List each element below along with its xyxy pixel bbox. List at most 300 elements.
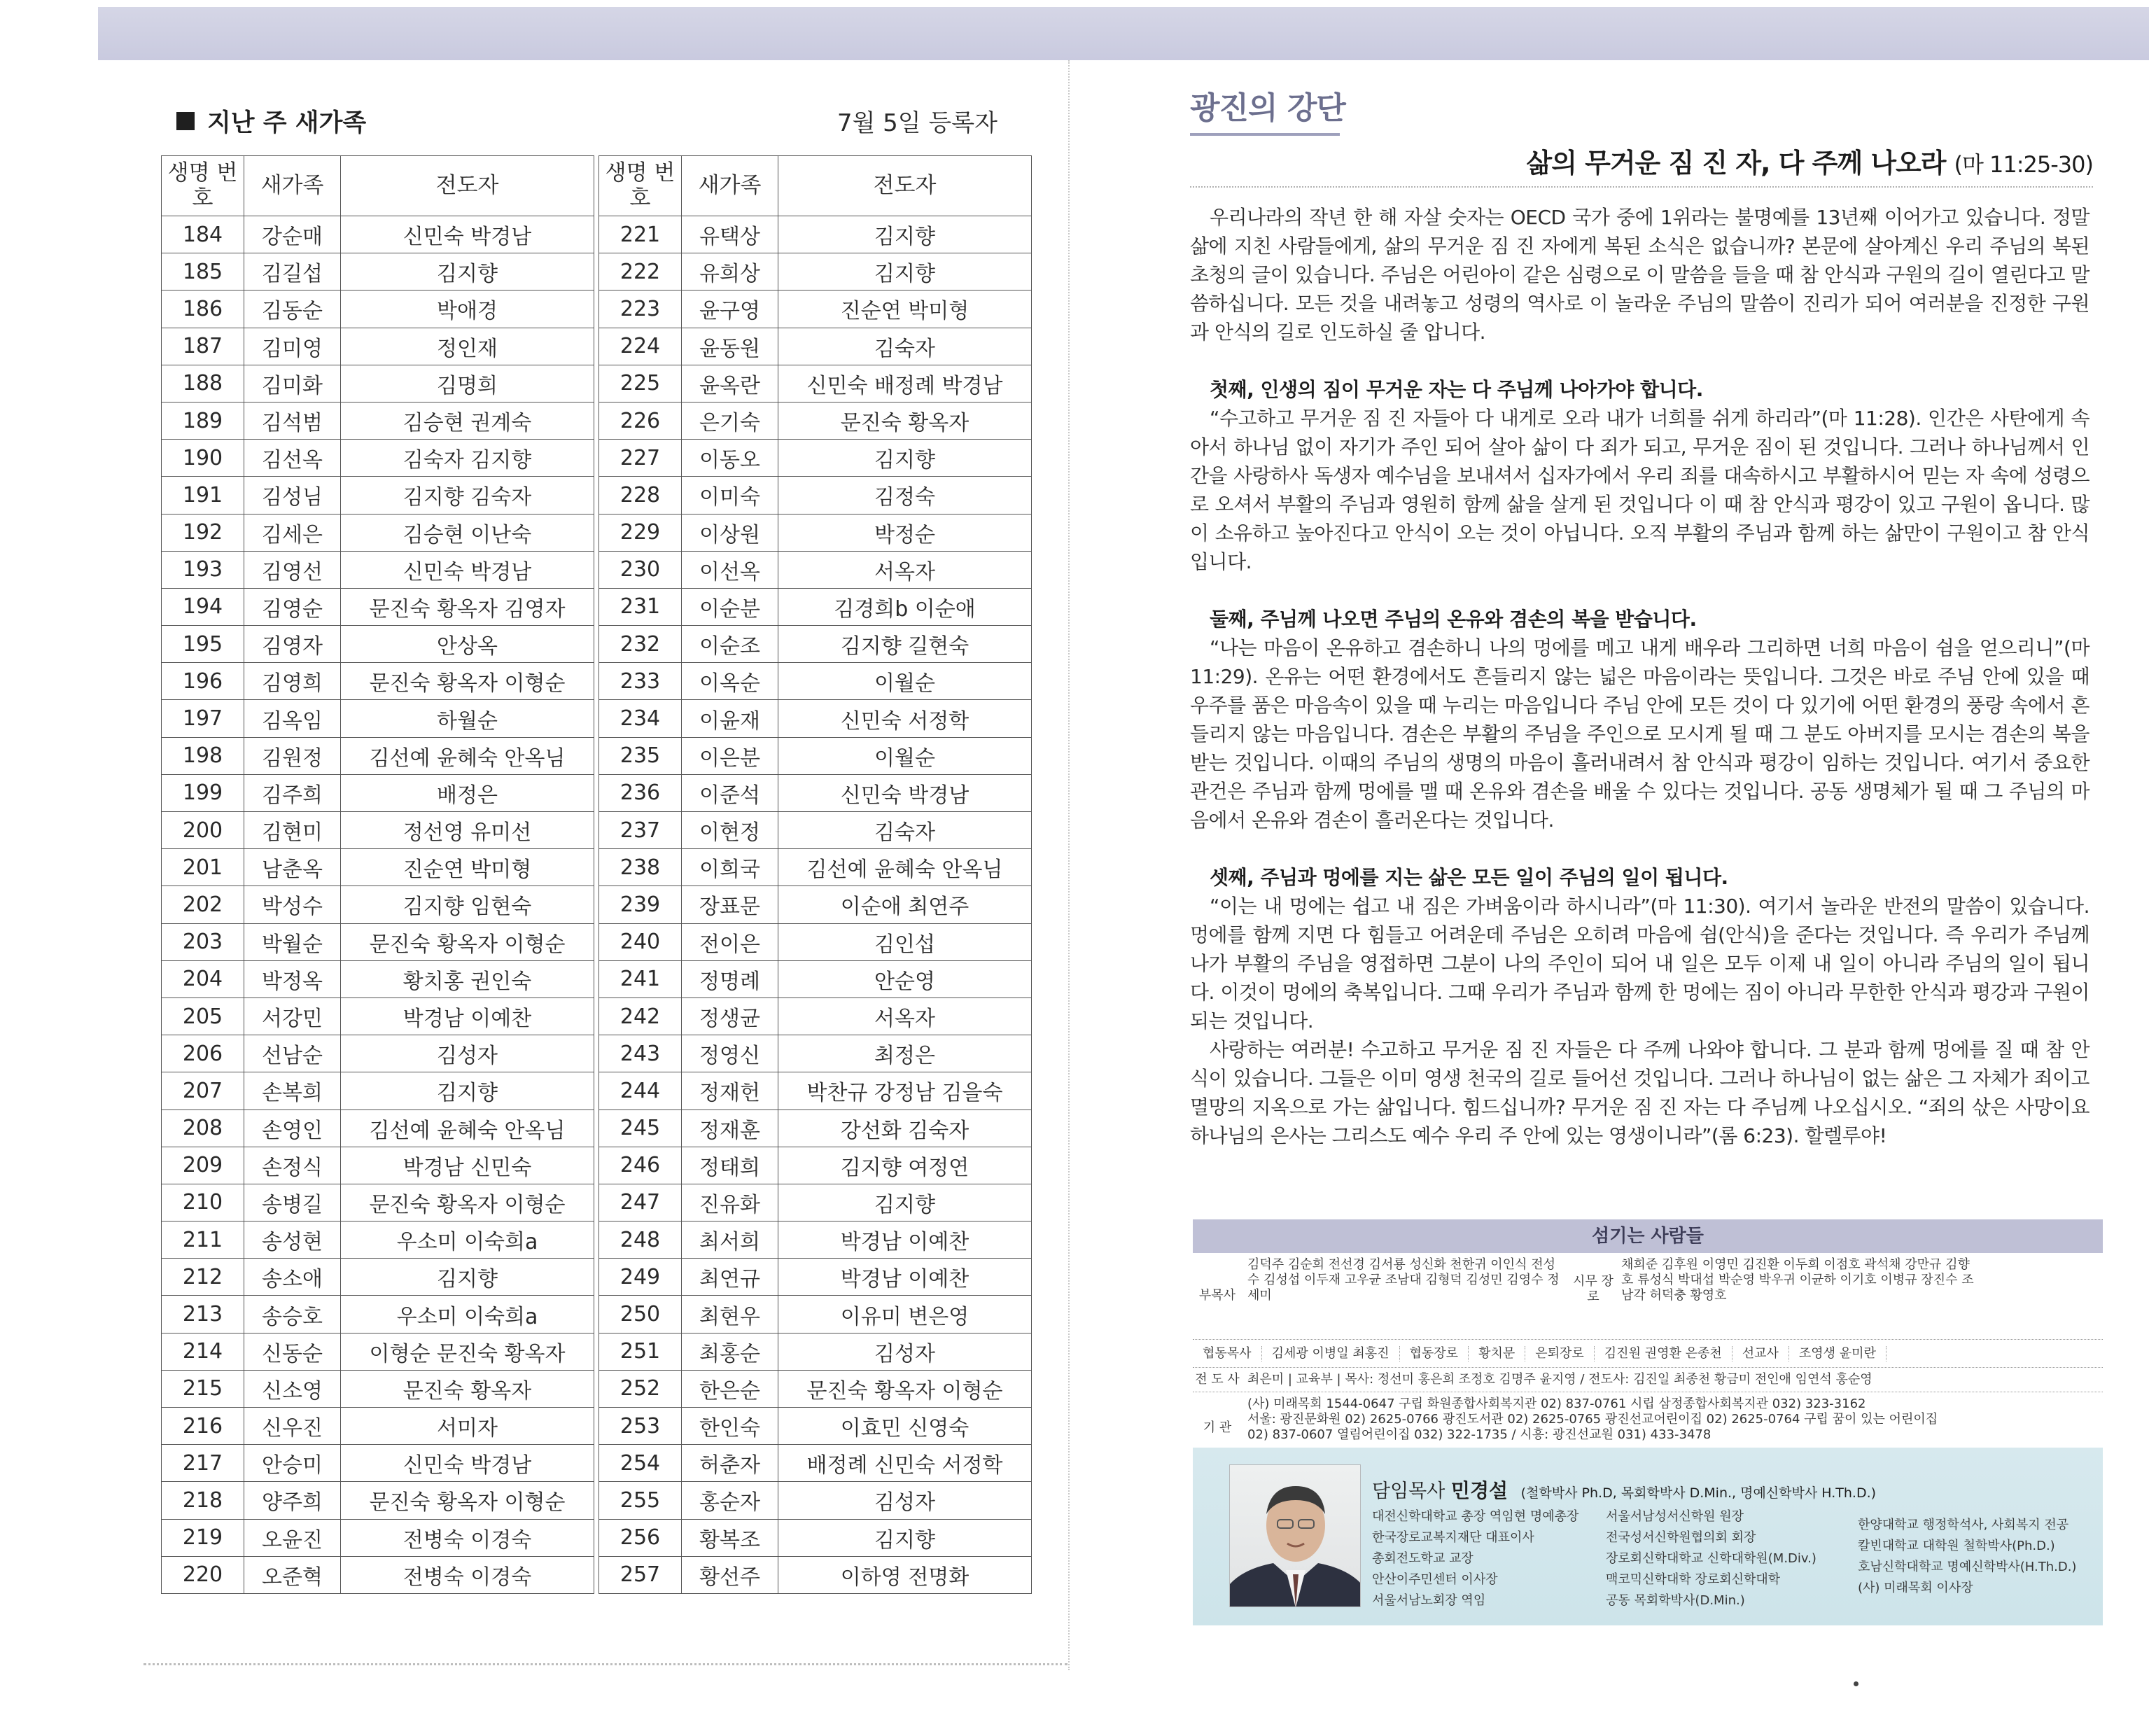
table-row (599, 1035, 1032, 1072)
table-row (162, 849, 594, 886)
cell-evangelist: 황치홍 권인숙 (341, 960, 594, 997)
top-banner (98, 7, 2149, 60)
cell-new-family: 김동순 (244, 290, 341, 328)
table-row (599, 1072, 1032, 1110)
point-three-text: “이는 내 멍에는 쉽고 내 짐은 가벼움이라 하시니라”(마 11:30). 여기서 놀라운 반전의 말씀이 있습니다. 멍에를 함께 지면 다 힘들고 어려운데 주님은 오히려 마음에 쉼(안식)을 준다는 것입니다. 즉 우리가 주님께 나가 부활의 주님을 영접하면 그분이 나의 주인이 되어 내 일은 모두 이제 내 일이 아니라 주님의 일이 됩니다. 이것이 멍에의 축복입니다. 그때 우리가 주님과 함께 한 멍에는 짐이 아니라 무한한 안식과 평강과 구원이 되는 것입니다. (1190, 895, 2090, 1032)
cell-num: 251 (599, 1333, 682, 1370)
pastor-portrait-icon (1230, 1465, 1361, 1607)
cell-new-family: 김선옥 (244, 440, 341, 477)
cell-num: 232 (599, 626, 682, 663)
cell-evangelist: 이순애 최연주 (778, 886, 1032, 923)
cell-num: 254 (599, 1445, 682, 1482)
table-row (599, 1296, 1032, 1333)
table-row (599, 886, 1032, 923)
cell-evangelist: 박정순 (778, 514, 1032, 551)
cell-evangelist: 김지향 김숙자 (341, 477, 594, 514)
role-names: 김세광 이병일 최홍진 (1262, 1346, 1400, 1362)
table-row (162, 1222, 594, 1259)
cell-evangelist: 전병숙 이경숙 (341, 1556, 594, 1593)
cell-evangelist: 문진숙 황옥자 이형순 (341, 1184, 594, 1221)
career-line: 총회전도학교 교장 (1372, 1551, 1474, 1566)
staff-box (1193, 1219, 2103, 1465)
page-fold-divider (1068, 60, 1070, 1670)
pastor-name-line (1372, 1476, 1876, 1504)
cell-evangelist: 김명희 (341, 365, 594, 402)
cell-new-family: 이윤재 (682, 700, 778, 737)
cell-evangelist: 정인재 (341, 328, 594, 365)
cell-new-family: 신소영 (244, 1370, 341, 1407)
cell-num: 195 (162, 626, 244, 663)
cell-new-family: 이미숙 (682, 477, 778, 514)
cell-num: 197 (162, 700, 244, 737)
cell-num: 216 (162, 1408, 244, 1445)
cell-new-family: 손영인 (244, 1110, 341, 1147)
cell-num: 245 (599, 1110, 682, 1147)
table-row (162, 216, 594, 253)
cell-num: 250 (599, 1296, 682, 1333)
career-line: 서울서남성서신학원 원장 (1606, 1509, 1744, 1524)
cell-evangelist: 김지향 (341, 1072, 594, 1110)
cell-new-family: 한은순 (682, 1370, 778, 1407)
role-names: 황치문 (1469, 1346, 1525, 1362)
cell-evangelist: 문진숙 황옥자 이형순 (341, 923, 594, 960)
career-line: 안산이주민센터 이사장 (1372, 1572, 1498, 1587)
cell-new-family: 윤구영 (682, 290, 778, 328)
cell-new-family: 김성님 (244, 477, 341, 514)
cell-new-family: 신우진 (244, 1408, 341, 1445)
cell-num: 225 (599, 365, 682, 402)
table-row (599, 1333, 1032, 1370)
table-row (162, 997, 594, 1035)
cell-num: 203 (162, 923, 244, 960)
table-row (162, 328, 594, 365)
cell-new-family: 이준석 (682, 774, 778, 811)
table-row (599, 514, 1032, 551)
cell-evangelist: 박애경 (341, 290, 594, 328)
role-names: 조영생 윤미란 (1789, 1346, 1886, 1362)
point-one-text: “수고하고 무거운 짐 진 자들아 다 내게로 오라 내가 너희를 쉬게 하리라”(마 11:28). 인간은 사탄에게 속아서 하나님 없이 자기가 주인 되어 살아 삶이 다 죄가 되고, 무거운 짐이 된 것입니다. 그러나 하나님께서 인간을 사랑하사 독생자 예수님을 보내셔서 십자가에서 우리 죄를 대속하시고 부활하시어 믿는 자 속에 성령으로 오셔서 부활의 주님과 영원히 함께 삶을 살게 된 것입니다 이 때 참 안식과 평강이 있고 구원이 옵니다. 많이 소유하고 높아진다고 안식이 오는 것이 아닙니다. 오직 부활의 주님과 함께 하는 삶만이 구원이고 참 안식입니다. (1190, 407, 2090, 573)
cell-new-family: 최현우 (682, 1296, 778, 1333)
cell-evangelist: 서옥자 (778, 551, 1032, 588)
cell-evangelist: 김인섭 (778, 923, 1032, 960)
cell-new-family: 안승미 (244, 1445, 341, 1482)
cell-evangelist: 신민숙 배정례 박경남 (778, 365, 1032, 402)
point-two-text: “나는 마음이 온유하고 겸손하니 나의 멍에를 메고 내게 배우라 그리하면 너희 마음이 쉼을 얻으리니”(마 11:29). 온유는 어떤 환경에서도 흔들리지 않는 넓은 마음이라는 뜻입니다. 그것은 바로 주님 안에 있을 때 우주를 품은 마음속이 있을 때 누리는 마음입니다 주님 안에 모든 것이 다 있기에 어떤 환경의 풍랑 속에서 흔들리지 않는 마음입니다. 겸손은 부활의 주님을 주인으로 모시게 될 때 그 분도 아버지를 모시는 겸손의 복을 받는 것입니다. 이때의 주님의 생명의 마음이 흘러내려서 참 안식과 평강이 임하는 것입니다. 여기서 중요한 관건은 주님과 함께 멍에를 맬 때 온유와 겸손을 배울 수 있다는 것입니다. 공동 생명체가 될 때 그 주님의 마음에서 온유와 겸손이 흘러온다는 것입니다. (1190, 636, 2090, 832)
cell-num: 213 (162, 1296, 244, 1333)
cell-num: 242 (599, 997, 682, 1035)
org-line: 서울: 광진문화원 02) 2625-0766 광진도서관 02) 2625-0765 광진선교어린이집 02) 2625-0764 구립 꿈이 있는 어린이집 (1247, 1412, 1938, 1427)
table-row (162, 774, 594, 811)
role-label: 은퇴장로 (1525, 1346, 1595, 1362)
table-row (599, 1370, 1032, 1407)
cell-num: 253 (599, 1408, 682, 1445)
cell-evangelist: 이형순 문진숙 황옥자 (341, 1333, 594, 1370)
cell-num: 235 (599, 737, 682, 774)
cell-new-family: 최서희 (682, 1222, 778, 1259)
cell-evangelist: 박경남 이예찬 (778, 1222, 1032, 1259)
evangelist-names: 최은미 | 교육부 | 목사: 정선미 홍은희 조정호 김명주 윤지영 / 전도사: 김진일 최종천 황금미 전인애 임연석 홍순영 (1247, 1372, 1872, 1387)
cell-new-family: 김석범 (244, 402, 341, 439)
cell-new-family: 진유화 (682, 1184, 778, 1221)
title-dotted-rule (1190, 186, 2093, 188)
cell-evangelist: 안상옥 (341, 626, 594, 663)
role-label: 협동목사 (1193, 1346, 1262, 1362)
cell-num: 233 (599, 663, 682, 700)
org-line: 02) 837-0607 열림어린이집 032) 322-1735 / 시흥: 광진선교원 031) 433-3478 (1247, 1427, 1712, 1442)
cell-num: 248 (599, 1222, 682, 1259)
pastor-career-col-3 (1858, 1515, 2076, 1599)
cell-new-family: 김길섭 (244, 253, 341, 290)
cell-num: 209 (162, 1147, 244, 1184)
evangelist-label: 전 도 사 (1195, 1372, 1240, 1387)
cell-evangelist: 신민숙 박경남 (341, 216, 594, 253)
cell-evangelist: 배정례 신민숙 서정학 (778, 1445, 1032, 1482)
career-line: 공동 목회학박사(D.Min.) (1606, 1593, 1745, 1608)
table-row (162, 440, 594, 477)
cell-num: 247 (599, 1184, 682, 1221)
cell-new-family: 허춘자 (682, 1445, 778, 1482)
cell-new-family: 전이은 (682, 923, 778, 960)
cell-num: 214 (162, 1333, 244, 1370)
section-underline (1190, 133, 1340, 136)
table-row (599, 737, 1032, 774)
table-row (162, 1035, 594, 1072)
cell-new-family: 송승호 (244, 1296, 341, 1333)
cell-evangelist: 하월순 (341, 700, 594, 737)
table-row (599, 365, 1032, 402)
table-row (599, 663, 1032, 700)
table-row (162, 1110, 594, 1147)
role-names: 김진원 권영환 은종천 (1595, 1346, 1732, 1362)
table-row (599, 960, 1032, 997)
cell-evangelist: 이월순 (778, 663, 1032, 700)
cell-num: 252 (599, 1370, 682, 1407)
cell-evangelist: 이월순 (778, 737, 1032, 774)
cell-evangelist: 김지향 (341, 1259, 594, 1296)
cell-new-family: 김영자 (244, 626, 341, 663)
table-row (162, 626, 594, 663)
assoc-pastor-names: 김덕주 김순희 전선경 김서룡 성신화 천한귀 이인식 전성수 김성섭 이두재 고우균 조남대 김형덕 김성민 김영수 정세미 (1247, 1257, 1560, 1303)
table-row (599, 923, 1032, 960)
cell-new-family: 선남순 (244, 1035, 341, 1072)
table-row (599, 328, 1032, 365)
cell-new-family: 양주희 (244, 1482, 341, 1519)
col-header-evangelist: 전도자 (778, 156, 1032, 216)
cell-evangelist: 안순영 (778, 960, 1032, 997)
cell-num: 227 (599, 440, 682, 477)
cell-num: 190 (162, 440, 244, 477)
cell-num: 196 (162, 663, 244, 700)
cell-evangelist: 신민숙 박경남 (341, 551, 594, 588)
career-line: 맥코믹신학대학 장로회신학대학 (1606, 1572, 1781, 1587)
career-line: 대전신학대학교 총장 역임현 명예총장 (1372, 1509, 1579, 1524)
sermon-title (1526, 141, 2093, 180)
cell-evangelist: 김선예 윤혜숙 안옥님 (341, 737, 594, 774)
org-line: (사) 미래목회 1544-0647 구립 화원종합사회복지관 02) 837-0761 시립 삼정종합사회복지관 032) 323-3162 (1247, 1396, 1866, 1411)
cell-evangelist: 김성자 (341, 1035, 594, 1072)
cell-new-family: 정재훈 (682, 1110, 778, 1147)
cell-new-family: 남춘옥 (244, 849, 341, 886)
cell-num: 229 (599, 514, 682, 551)
cell-num: 239 (599, 886, 682, 923)
cell-new-family: 강순매 (244, 216, 341, 253)
cell-evangelist: 서미자 (341, 1408, 594, 1445)
cell-num: 255 (599, 1482, 682, 1519)
career-line: 장로회신학대학교 신학대학원(M.Div.) (1606, 1551, 1816, 1566)
cell-num: 231 (599, 588, 682, 625)
table-row (162, 1519, 594, 1556)
cell-num: 217 (162, 1445, 244, 1482)
cell-evangelist: 우소미 이숙희a (341, 1296, 594, 1333)
table-row (599, 1259, 1032, 1296)
cell-evangelist: 강선화 김숙자 (778, 1110, 1032, 1147)
cell-evangelist: 김숙자 김지향 (341, 440, 594, 477)
table-row (162, 1072, 594, 1110)
cell-num: 204 (162, 960, 244, 997)
cell-evangelist: 문진숙 황옥자 (778, 402, 1032, 439)
cell-evangelist: 문진숙 황옥자 이형순 (341, 663, 594, 700)
sermon-body (1190, 203, 2090, 1150)
cell-num: 234 (599, 700, 682, 737)
section-heading (1190, 83, 1345, 136)
organizations-label: 기 관 (1203, 1420, 1232, 1435)
career-line: 한국장로교복지재단 대표이사 (1372, 1530, 1534, 1545)
cell-num: 222 (599, 253, 682, 290)
table-row (599, 477, 1032, 514)
cell-evangelist: 신민숙 서정학 (778, 700, 1032, 737)
cell-new-family: 황선주 (682, 1556, 778, 1593)
table-row (162, 1296, 594, 1333)
table-row (162, 1333, 594, 1370)
new-family-table-right (598, 155, 1032, 1594)
cell-evangelist: 김선예 윤혜숙 안옥님 (778, 849, 1032, 886)
table-row (599, 812, 1032, 849)
table-row (599, 588, 1032, 625)
pastor-degrees: (철학박사 Ph.D, 목회학박사 D.Min., 명예신학박사 H.Th.D.) (1520, 1485, 1877, 1501)
cell-new-family: 이희국 (682, 849, 778, 886)
cell-evangelist: 박경남 이예찬 (778, 1259, 1032, 1296)
cell-num: 224 (599, 328, 682, 365)
col-header-name: 새가족 (244, 156, 341, 216)
table-row (162, 402, 594, 439)
cell-new-family: 정명례 (682, 960, 778, 997)
sermon-intro: 우리나라의 작년 한 해 자살 숫자는 OECD 국가 중에 1위라는 불명예를 13년째 이어가고 있습니다. 정말 삶에 지친 사람들에게, 삶의 무거운 짐 진 자에게 복된 소식은 없습니까? 본문에 살아계신 우리 주님의 복된 초청의 글이 있습니다. 주님은 어린아이 같은 심령으로 이 말씀을 들을 때 참 안식과 구원의 길이 열린다고 말씀하십니다. 모든 것을 내려놓고 성령의 역사로 이 놀라운 주님의 말씀이 진리가 되어 여러분을 진정한 구원과 안식의 길로 인도하실 줄 압니다. (1190, 206, 2090, 344)
cell-num: 188 (162, 365, 244, 402)
cell-new-family: 최연규 (682, 1259, 778, 1296)
cell-num: 192 (162, 514, 244, 551)
cell-num: 199 (162, 774, 244, 811)
new-family-title: 지난 주 새가족 (207, 109, 367, 137)
cell-evangelist: 전병숙 이경숙 (341, 1519, 594, 1556)
cell-new-family: 이선옥 (682, 551, 778, 588)
sermon-reference: (마 11:25-30) (1954, 151, 2093, 178)
table-row (599, 1519, 1032, 1556)
cell-num: 244 (599, 1072, 682, 1110)
table-row (599, 551, 1032, 588)
cell-num: 187 (162, 328, 244, 365)
cell-evangelist: 최정은 (778, 1035, 1032, 1072)
cell-evangelist: 김승현 이난숙 (341, 514, 594, 551)
cell-new-family: 송소애 (244, 1259, 341, 1296)
table-row (599, 626, 1032, 663)
cell-new-family: 유택상 (682, 216, 778, 253)
new-family-table-left (161, 155, 594, 1594)
cell-evangelist: 서옥자 (778, 997, 1032, 1035)
table-row (162, 1482, 594, 1519)
cell-new-family: 황복조 (682, 1519, 778, 1556)
point-three-heading: 셋째, 주님과 멍에를 지는 삶은 모든 일이 주님의 일이 됩니다. (1210, 866, 1728, 889)
col-header-name: 새가족 (682, 156, 778, 216)
new-family-header (175, 104, 997, 139)
table-row (162, 663, 594, 700)
cell-evangelist: 김지향 (341, 253, 594, 290)
cell-num: 243 (599, 1035, 682, 1072)
cell-evangelist: 신민숙 박경남 (778, 774, 1032, 811)
table-row (599, 1556, 1032, 1593)
table-row (599, 253, 1032, 290)
cell-num: 249 (599, 1259, 682, 1296)
cell-new-family: 이순조 (682, 626, 778, 663)
table-row (162, 886, 594, 923)
cell-num: 193 (162, 551, 244, 588)
cell-num: 198 (162, 737, 244, 774)
cell-evangelist: 김지향 (778, 253, 1032, 290)
table-row (599, 1445, 1032, 1482)
cell-num: 246 (599, 1147, 682, 1184)
cell-evangelist: 박경남 이예찬 (341, 997, 594, 1035)
cell-num: 223 (599, 290, 682, 328)
cell-new-family: 이상원 (682, 514, 778, 551)
cell-new-family: 이동오 (682, 440, 778, 477)
cell-num: 215 (162, 1370, 244, 1407)
cell-new-family: 김세은 (244, 514, 341, 551)
pastor-career-col-2 (1606, 1506, 1816, 1611)
cell-num: 219 (162, 1519, 244, 1556)
cell-num: 205 (162, 997, 244, 1035)
sermon-title-text: 삶의 무거운 짐 진 자, 다 주께 나오라 (1526, 148, 1946, 178)
point-two (1190, 605, 2090, 834)
cell-new-family: 한인숙 (682, 1408, 778, 1445)
cell-new-family: 정태희 (682, 1147, 778, 1184)
cell-evangelist: 김선예 윤혜숙 안옥님 (341, 1110, 594, 1147)
table-row (599, 849, 1032, 886)
cell-new-family: 서강민 (244, 997, 341, 1035)
cell-evangelist: 김지향 (778, 216, 1032, 253)
roles-row (1193, 1340, 2103, 1368)
cell-new-family: 이순분 (682, 588, 778, 625)
table-row (162, 1408, 594, 1445)
cell-evangelist: 김경희b 이순애 (778, 588, 1032, 625)
role-label: 협동장로 (1400, 1346, 1469, 1362)
cell-evangelist: 김숙자 (778, 328, 1032, 365)
pastor-name: 민경설 (1450, 1479, 1508, 1502)
cell-new-family: 손복희 (244, 1072, 341, 1110)
table-row (162, 812, 594, 849)
cell-num: 218 (162, 1482, 244, 1519)
elder-names: 채희준 김후원 이영민 김진환 이두희 이점호 곽석채 강만규 김향호 류성식 박대섭 박순영 박우귀 이균하 이기호 이병규 장진수 조남각 허덕충 황영호 (1621, 1257, 1974, 1303)
table-row (162, 700, 594, 737)
cell-evangelist: 문진숙 황옥자 이형순 (778, 1370, 1032, 1407)
career-line: 한양대학교 행정학석사, 사회복지 전공 (1858, 1518, 2069, 1532)
cell-new-family: 송성현 (244, 1222, 341, 1259)
cell-evangelist: 문진숙 황옥자 김영자 (341, 588, 594, 625)
cell-num: 228 (599, 477, 682, 514)
evangelist-row (1193, 1368, 2103, 1392)
cell-new-family: 김주희 (244, 774, 341, 811)
elder-label: 시무 장로 (1573, 1274, 1614, 1304)
cell-new-family: 박월순 (244, 923, 341, 960)
assoc-pastor-label: 부목사 (1198, 1288, 1236, 1303)
cell-new-family: 이옥순 (682, 663, 778, 700)
cell-num: 202 (162, 886, 244, 923)
point-one (1190, 375, 2090, 576)
table-row (162, 514, 594, 551)
table-row (162, 1184, 594, 1221)
cell-evangelist: 신민숙 박경남 (341, 1445, 594, 1482)
table-row (162, 960, 594, 997)
table-row (599, 700, 1032, 737)
table-row (162, 1445, 594, 1482)
cell-evangelist: 진순연 박미형 (341, 849, 594, 886)
table-row (599, 1110, 1032, 1147)
table-row (162, 1259, 594, 1296)
cell-evangelist: 김지향 여정연 (778, 1147, 1032, 1184)
cell-new-family: 정재헌 (682, 1072, 778, 1110)
cell-num: 238 (599, 849, 682, 886)
pastor-title: 담임목사 (1372, 1480, 1446, 1502)
section-name: 광진의 강단 (1190, 90, 1345, 126)
career-line: 호남신학대학교 명예신학박사(H.Th.D.) (1858, 1560, 2077, 1574)
scan-speck (1854, 1681, 1858, 1686)
cell-new-family: 오윤진 (244, 1519, 341, 1556)
table-row (599, 216, 1032, 253)
cell-num: 256 (599, 1519, 682, 1556)
cell-evangelist: 이효민 신영숙 (778, 1408, 1032, 1445)
cell-num: 240 (599, 923, 682, 960)
point-two-heading: 둘째, 주님께 나오면 주님의 온유와 겸손의 복을 받습니다. (1210, 608, 1697, 631)
cell-evangelist: 배정은 (341, 774, 594, 811)
cell-new-family: 김원정 (244, 737, 341, 774)
cell-evangelist: 진순연 박미형 (778, 290, 1032, 328)
cell-num: 185 (162, 253, 244, 290)
table-row (599, 1222, 1032, 1259)
cell-new-family: 김영희 (244, 663, 341, 700)
cell-num: 200 (162, 812, 244, 849)
cell-new-family: 은기숙 (682, 402, 778, 439)
cell-evangelist: 김정숙 (778, 477, 1032, 514)
cell-num: 206 (162, 1035, 244, 1072)
cell-new-family: 김영선 (244, 551, 341, 588)
pastor-photo (1229, 1464, 1361, 1607)
senior-pastor-profile (1193, 1448, 2103, 1625)
table-row (162, 477, 594, 514)
cell-new-family: 장표문 (682, 886, 778, 923)
cell-new-family: 이은분 (682, 737, 778, 774)
cell-new-family: 윤동원 (682, 328, 778, 365)
cell-new-family: 신동순 (244, 1333, 341, 1370)
cell-new-family: 김미화 (244, 365, 341, 402)
registration-date: 7월 5일 등록자 (836, 109, 997, 137)
cell-new-family: 홍순자 (682, 1482, 778, 1519)
cell-num: 230 (599, 551, 682, 588)
cell-evangelist: 우소미 이숙희a (341, 1222, 594, 1259)
table-row (162, 365, 594, 402)
cell-num: 186 (162, 290, 244, 328)
career-line: 칼빈대학교 대학원 철학박사(Ph.D.) (1858, 1539, 2055, 1553)
table-row (162, 588, 594, 625)
cell-new-family: 김현미 (244, 812, 341, 849)
cell-evangelist: 문진숙 황옥자 이형순 (341, 1482, 594, 1519)
